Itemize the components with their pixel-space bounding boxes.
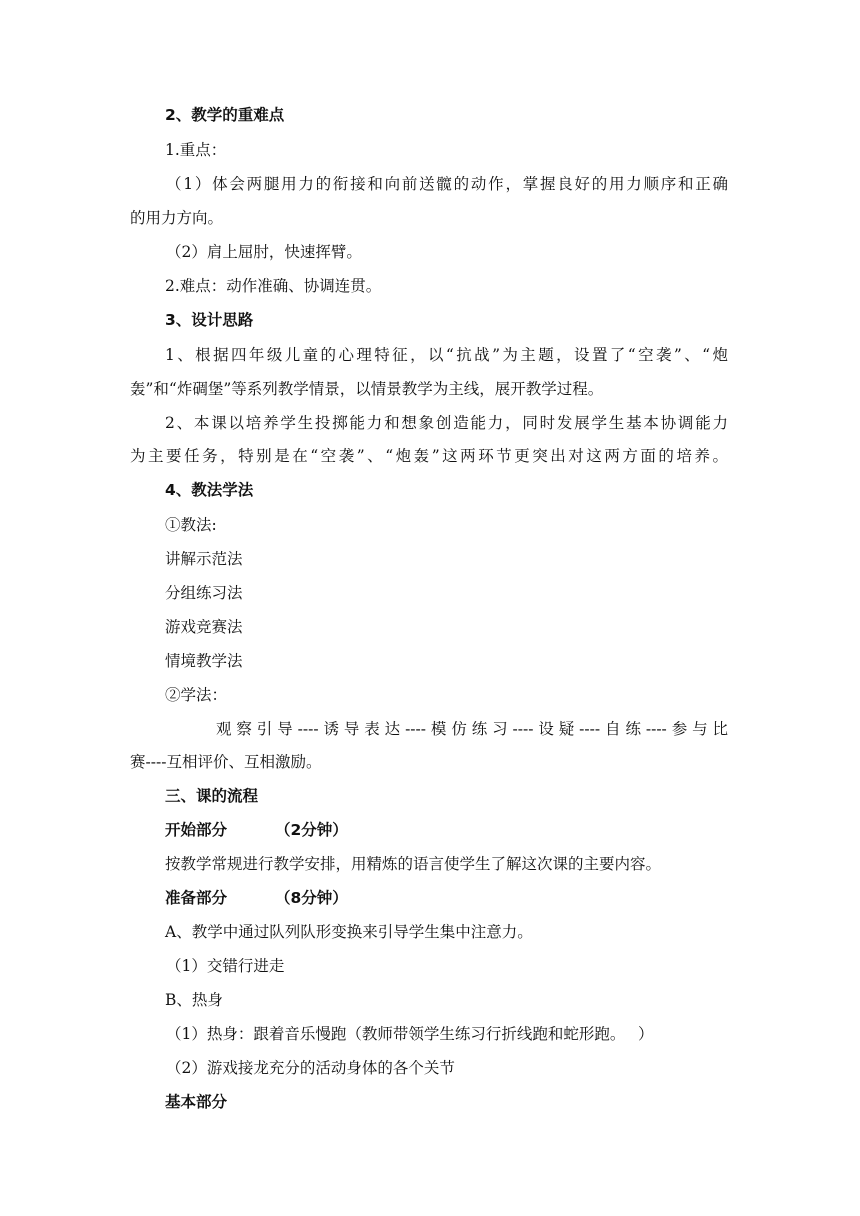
teaching-method-label: ①教法:: [165, 516, 217, 534]
teaching-method-item: 讲解示范法: [165, 550, 243, 568]
basic-part-heading: 基本部分: [165, 1093, 228, 1111]
key-point-label: 1.重点：: [165, 141, 227, 159]
start-part-label: 开始部分: [165, 821, 228, 839]
difficult-point: 2.难点：动作准确、协调连贯。: [165, 277, 382, 295]
start-part-heading: [165, 820, 765, 840]
section-heading-methods: 4、教法学法: [165, 481, 254, 499]
prep-part-label: 准备部分: [165, 889, 228, 907]
learning-method-line1: 观察引导----诱导表达----模仿练习----设疑----自练----参与比: [216, 720, 728, 738]
section-heading-flow: 三、课的流程: [165, 787, 259, 805]
learning-method-line2: 赛----互相评价、互相激励。: [130, 753, 322, 771]
design-p2-line2: 为主要任务，特别是在“空袭”、“炮轰”这两环节更突出对这两方面的培养。: [130, 447, 728, 465]
prep-part-time: （8分钟）: [275, 889, 348, 907]
design-p2-line1: 2、本课以培养学生投掷能力和想象创造能力，同时发展学生基本协调能力: [165, 414, 728, 432]
prep-item-a1: （1）交错行进走: [166, 957, 285, 975]
start-part-time: （2分钟）: [275, 821, 348, 839]
section-heading-key-points: 2、教学的重难点: [165, 106, 285, 124]
prep-item-b: B、热身: [165, 991, 223, 1009]
key-point-1-line2: 的用力方向。: [130, 209, 224, 227]
start-part-text: 按教学常规进行教学安排，用精炼的语言使学生了解这次课的主要内容。: [165, 855, 662, 873]
prep-item-b2: （2）游戏接龙充分的活动身体的各个关节: [166, 1059, 455, 1077]
design-p1-line2: 轰”和“炸碉堡”等系列教学情景，以情景教学为主线，展开教学过程。: [130, 380, 604, 398]
key-point-2: （2）肩上屈肘，快速挥臂。: [166, 243, 362, 261]
prep-item-a: A、教学中通过队列队形变换来引导学生集中注意力。: [165, 923, 533, 941]
teaching-method-item: 情境教学法: [165, 652, 243, 670]
prep-item-b1: （1）热身：跟着音乐慢跑（教师带领学生练习行折线跑和蛇形跑。 ）: [166, 1025, 654, 1043]
learning-method-label: ②学法：: [165, 686, 228, 704]
section-heading-design: 3、设计思路: [165, 311, 254, 329]
key-point-1-line1: （1）体会两腿用力的衔接和向前送髋的动作，掌握良好的用力顺序和正确: [166, 175, 728, 193]
prep-part-heading: [165, 888, 765, 908]
design-p1-line1: 1、根据四年级儿童的心理特征，以“抗战”为主题，设置了“空袭”、“炮: [165, 346, 728, 364]
teaching-method-item: 游戏竞赛法: [165, 618, 243, 636]
teaching-method-item: 分组练习法: [165, 584, 243, 602]
